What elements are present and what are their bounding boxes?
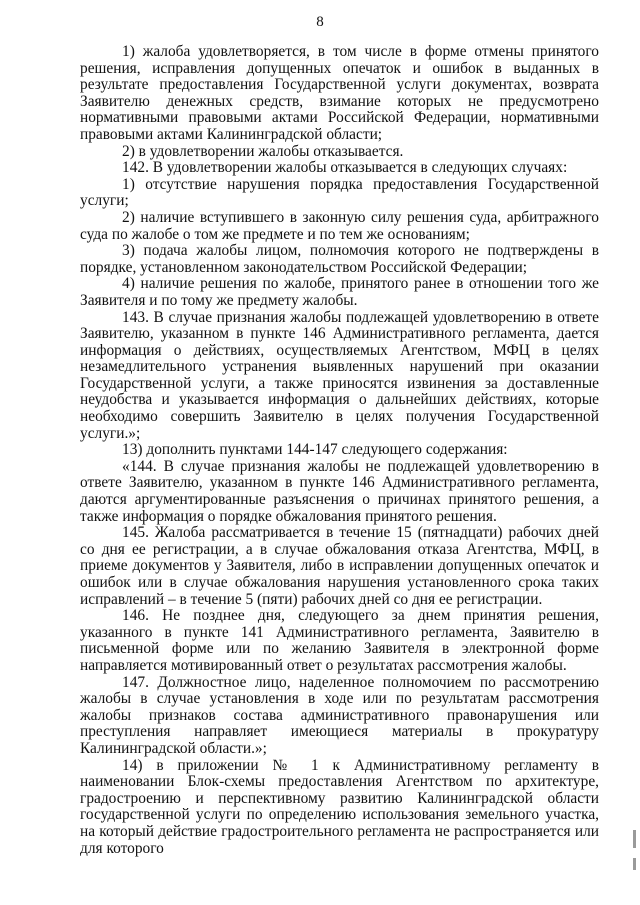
paragraph-146: 146. Не позднее дня, следующего за днем принятия решения, указанного в пункте 141 Административного регламента, Заявителю в письменной форме или по желанию Заявителя в электронной форме направляется мотивированный ответ о результатах рассмотрения жалобы.	[80, 607, 599, 674]
paragraph-144: «144. В случае признания жалобы не подлежащей удовлетворению в ответе Заявителю, указанном в пункте 146 Административного регламента, даются аргументированные разъяснения о причинах принятого решения, а также информация о порядке обжалования принятого решения.	[80, 457, 599, 525]
paragraph-reason-4: 4) наличие решения по жалобе, принятого ранее в отношении того же Заявителя и по тому же предмету жалобы.	[80, 275, 599, 309]
page-number: 8	[316, 14, 324, 30]
paragraph-reason-2: 2) наличие вступившего в законную силу решения суда, арбитражного суда по жалобе о том же предмете и по тем же основаниям;	[80, 208, 599, 243]
paragraph-reason-3: 3) подача жалобы лицом, полномочия которого не подтверждены в порядке, установленном законодательством Российской Федерации;	[80, 242, 599, 276]
scan-edge-mark	[633, 858, 636, 870]
paragraph-142: 142. В удовлетворении жалобы отказывается в следующих случаях:	[122, 159, 568, 177]
paragraph-item-1: 1) жалоба удовлетворяется, в том числе в форме отмены принятого решения, исправления допущенных опечаток и ошибок в выданных в результате предоставления Государственной услуги документах, возврата Заявителю денежных средств, взимание которых не предусмотрено нормативными правовыми актами Российской Федерации, нормативными правовыми актами Калининградской области;	[80, 43, 599, 143]
paragraph-145: 145. Жалоба рассматривается в течение 15 (пятнадцати) рабочих дней со дня ее регистрации, а в случае обжалования отказа Агентства, МФЦ, в приеме документов у Заявителя, либо в исправлении допущенных опечаток и ошибок или в случае обжалования нарушения установленного срока таких исправлений – в течение 5 (пяти) рабочих дней со дня ее регистрации.	[80, 524, 599, 608]
document-body	[80, 44, 599, 857]
paragraph-item-2: 2) в удовлетворении жалобы отказывается.	[122, 142, 404, 160]
paragraph-amendment-14: 14) в приложении № 1 к Административному регламенту в наименовании Блок-схемы предоставления Агентством по архитектуре, градостроению и перспективному развитию Калининградской области государственной услуги по определению использования земельного участка, на который действие градостроительного регламента не распространяется или для которого	[80, 756, 599, 857]
paragraph-147: 147. Должностное лицо, наделенное полномочием по рассмотрению жалобы в случае установления в ходе или по результатам рассмотрения жалобы признаков состава административного правонарушения или преступления направляет имеющиеся материалы в прокуратуру Калининградской области.»;	[80, 673, 599, 757]
paragraph-amendment-13: 13) дополнить пунктами 144-147 следующего содержания:	[122, 441, 508, 459]
paragraph-reason-1: 1) отсутствие нарушения порядка предоставления Государственной услуги;	[80, 175, 599, 210]
scan-edge-mark	[633, 830, 636, 848]
paragraph-143: 143. В случае признания жалобы подлежащей удовлетворению в ответе Заявителю, указанном в пункте 146 Административного регламента, дается информация о действиях, осуществляемых Агентством, МФЦ в целях незамедлительного устранения выявленных нарушений при оказании Государственной услуги, а также приносятся извинения за доставленные неудобства и указывается информация о дальнейших действиях, которые необходимо совершить Заявителю в целях получения Государственной услуги.»;	[80, 308, 599, 442]
